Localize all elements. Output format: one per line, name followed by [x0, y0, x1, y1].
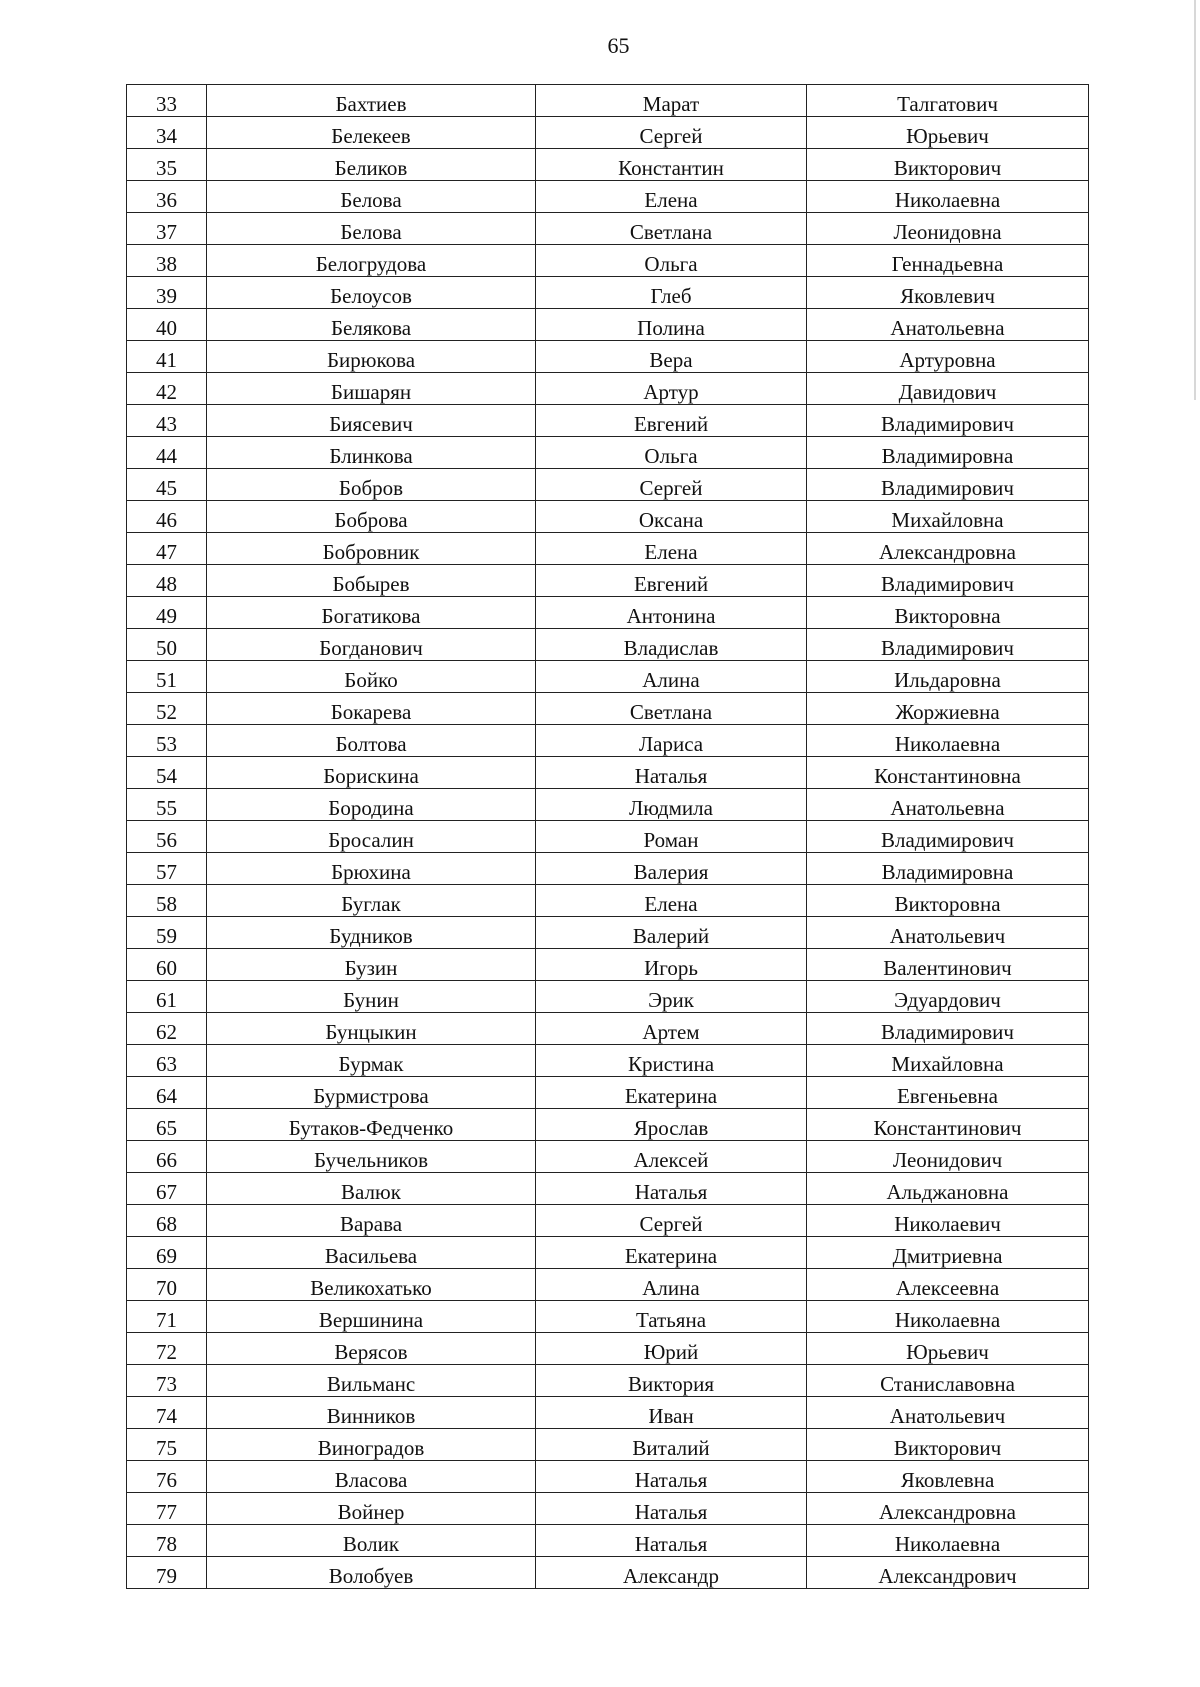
patronymic-cell: Владимирович — [807, 469, 1089, 501]
patronymic-cell: Владимирович — [807, 565, 1089, 597]
patronymic-cell: Константиновна — [807, 757, 1089, 789]
patronymic-cell: Алексеевна — [807, 1269, 1089, 1301]
table-row — [127, 1493, 1089, 1525]
last-name-cell: Бунин — [207, 981, 536, 1013]
patronymic-cell: Николаевна — [807, 725, 1089, 757]
last-name-cell: Верясов — [207, 1333, 536, 1365]
last-name-cell: Бобров — [207, 469, 536, 501]
last-name-cell: Будников — [207, 917, 536, 949]
first-name-cell: Иван — [536, 1397, 807, 1429]
patronymic-cell: Станиславовна — [807, 1365, 1089, 1397]
patronymic-cell: Юрьевич — [807, 1333, 1089, 1365]
table-row — [127, 1525, 1089, 1557]
patronymic-cell: Валентинович — [807, 949, 1089, 981]
patronymic-cell: Юрьевич — [807, 117, 1089, 149]
roster-table-body — [127, 85, 1089, 1589]
patronymic-cell: Яковлевич — [807, 277, 1089, 309]
table-row — [127, 1141, 1089, 1173]
patronymic-cell: Николаевна — [807, 1525, 1089, 1557]
first-name-cell: Виктория — [536, 1365, 807, 1397]
row-number-cell: 73 — [127, 1365, 207, 1397]
first-name-cell: Игорь — [536, 949, 807, 981]
patronymic-cell: Владимирович — [807, 629, 1089, 661]
patronymic-cell: Жоржиевна — [807, 693, 1089, 725]
first-name-cell: Наталья — [536, 1173, 807, 1205]
first-name-cell: Наталья — [536, 1461, 807, 1493]
first-name-cell: Виталий — [536, 1429, 807, 1461]
row-number-cell: 41 — [127, 341, 207, 373]
patronymic-cell: Викторовна — [807, 597, 1089, 629]
last-name-cell: Бунцыкин — [207, 1013, 536, 1045]
last-name-cell: Бурмак — [207, 1045, 536, 1077]
row-number-cell: 66 — [127, 1141, 207, 1173]
first-name-cell: Валерий — [536, 917, 807, 949]
table-row — [127, 757, 1089, 789]
row-number-cell: 58 — [127, 885, 207, 917]
last-name-cell: Вильманс — [207, 1365, 536, 1397]
first-name-cell: Елена — [536, 885, 807, 917]
last-name-cell: Бузин — [207, 949, 536, 981]
table-row — [127, 309, 1089, 341]
patronymic-cell: Леонидовна — [807, 213, 1089, 245]
last-name-cell: Валюк — [207, 1173, 536, 1205]
first-name-cell: Оксана — [536, 501, 807, 533]
table-row — [127, 1557, 1089, 1589]
first-name-cell: Вера — [536, 341, 807, 373]
patronymic-cell: Альджановна — [807, 1173, 1089, 1205]
first-name-cell: Ольга — [536, 245, 807, 277]
first-name-cell: Роман — [536, 821, 807, 853]
table-row — [127, 1109, 1089, 1141]
last-name-cell: Бокарева — [207, 693, 536, 725]
row-number-cell: 64 — [127, 1077, 207, 1109]
last-name-cell: Волик — [207, 1525, 536, 1557]
roster-table — [126, 84, 1089, 1589]
row-number-cell: 56 — [127, 821, 207, 853]
first-name-cell: Артем — [536, 1013, 807, 1045]
row-number-cell: 65 — [127, 1109, 207, 1141]
table-row — [127, 213, 1089, 245]
table-row — [127, 277, 1089, 309]
row-number-cell: 54 — [127, 757, 207, 789]
table-row — [127, 565, 1089, 597]
row-number-cell: 70 — [127, 1269, 207, 1301]
row-number-cell: 63 — [127, 1045, 207, 1077]
row-number-cell: 35 — [127, 149, 207, 181]
last-name-cell: Беликов — [207, 149, 536, 181]
table-row — [127, 981, 1089, 1013]
first-name-cell: Владислав — [536, 629, 807, 661]
last-name-cell: Вершинина — [207, 1301, 536, 1333]
first-name-cell: Екатерина — [536, 1077, 807, 1109]
first-name-cell: Сергей — [536, 469, 807, 501]
table-row — [127, 597, 1089, 629]
last-name-cell: Богданович — [207, 629, 536, 661]
table-row — [127, 629, 1089, 661]
last-name-cell: Болтова — [207, 725, 536, 757]
first-name-cell: Евгений — [536, 405, 807, 437]
first-name-cell: Полина — [536, 309, 807, 341]
row-number-cell: 37 — [127, 213, 207, 245]
first-name-cell: Ольга — [536, 437, 807, 469]
row-number-cell: 50 — [127, 629, 207, 661]
page-number: 65 — [607, 33, 630, 58]
last-name-cell: Винников — [207, 1397, 536, 1429]
first-name-cell: Кристина — [536, 1045, 807, 1077]
last-name-cell: Волобуев — [207, 1557, 536, 1589]
row-number-cell: 48 — [127, 565, 207, 597]
table-row — [127, 917, 1089, 949]
row-number-cell: 52 — [127, 693, 207, 725]
row-number-cell: 79 — [127, 1557, 207, 1589]
last-name-cell: Белова — [207, 181, 536, 213]
table-row — [127, 1045, 1089, 1077]
row-number-cell: 74 — [127, 1397, 207, 1429]
row-number-cell: 76 — [127, 1461, 207, 1493]
patronymic-cell: Михайловна — [807, 1045, 1089, 1077]
last-name-cell: Власова — [207, 1461, 536, 1493]
table-row — [127, 949, 1089, 981]
patronymic-cell: Владимирович — [807, 405, 1089, 437]
first-name-cell: Наталья — [536, 757, 807, 789]
patronymic-cell: Талгатович — [807, 85, 1089, 117]
first-name-cell: Алина — [536, 661, 807, 693]
table-row — [127, 181, 1089, 213]
row-number-cell: 71 — [127, 1301, 207, 1333]
first-name-cell: Марат — [536, 85, 807, 117]
row-number-cell: 69 — [127, 1237, 207, 1269]
table-row — [127, 405, 1089, 437]
table-row — [127, 341, 1089, 373]
patronymic-cell: Александрович — [807, 1557, 1089, 1589]
first-name-cell: Елена — [536, 533, 807, 565]
row-number-cell: 38 — [127, 245, 207, 277]
last-name-cell: Белекеев — [207, 117, 536, 149]
scan-edge-line — [1194, 0, 1196, 400]
table-row — [127, 1365, 1089, 1397]
table-row — [127, 1205, 1089, 1237]
last-name-cell: Бурмистрова — [207, 1077, 536, 1109]
patronymic-cell: Дмитриевна — [807, 1237, 1089, 1269]
table-row — [127, 245, 1089, 277]
table-row — [127, 1237, 1089, 1269]
table-row — [127, 117, 1089, 149]
table-row — [127, 693, 1089, 725]
patronymic-cell: Яковлевна — [807, 1461, 1089, 1493]
row-number-cell: 68 — [127, 1205, 207, 1237]
table-row — [127, 373, 1089, 405]
last-name-cell: Белоусов — [207, 277, 536, 309]
last-name-cell: Бросалин — [207, 821, 536, 853]
table-row — [127, 1173, 1089, 1205]
last-name-cell: Бородина — [207, 789, 536, 821]
row-number-cell: 42 — [127, 373, 207, 405]
row-number-cell: 45 — [127, 469, 207, 501]
patronymic-cell: Артуровна — [807, 341, 1089, 373]
first-name-cell: Артур — [536, 373, 807, 405]
table-row — [127, 1077, 1089, 1109]
row-number-cell: 36 — [127, 181, 207, 213]
table-row — [127, 789, 1089, 821]
last-name-cell: Великохатько — [207, 1269, 536, 1301]
patronymic-cell: Эдуардович — [807, 981, 1089, 1013]
table-row — [127, 85, 1089, 117]
first-name-cell: Сергей — [536, 1205, 807, 1237]
first-name-cell: Юрий — [536, 1333, 807, 1365]
row-number-cell: 53 — [127, 725, 207, 757]
last-name-cell: Белякова — [207, 309, 536, 341]
table-row — [127, 725, 1089, 757]
row-number-cell: 57 — [127, 853, 207, 885]
patronymic-cell: Анатольевна — [807, 789, 1089, 821]
first-name-cell: Сергей — [536, 117, 807, 149]
last-name-cell: Боброва — [207, 501, 536, 533]
patronymic-cell: Николаевич — [807, 1205, 1089, 1237]
row-number-cell: 62 — [127, 1013, 207, 1045]
first-name-cell: Константин — [536, 149, 807, 181]
last-name-cell: Брюхина — [207, 853, 536, 885]
last-name-cell: Бахтиев — [207, 85, 536, 117]
last-name-cell: Бутаков-Федченко — [207, 1109, 536, 1141]
last-name-cell: Войнер — [207, 1493, 536, 1525]
first-name-cell: Алина — [536, 1269, 807, 1301]
row-number-cell: 49 — [127, 597, 207, 629]
patronymic-cell: Александровна — [807, 533, 1089, 565]
patronymic-cell: Николаевна — [807, 181, 1089, 213]
row-number-cell: 72 — [127, 1333, 207, 1365]
patronymic-cell: Владимирович — [807, 821, 1089, 853]
table-row — [127, 501, 1089, 533]
row-number-cell: 61 — [127, 981, 207, 1013]
last-name-cell: Белогрудова — [207, 245, 536, 277]
last-name-cell: Буглак — [207, 885, 536, 917]
last-name-cell: Бойко — [207, 661, 536, 693]
first-name-cell: Алексей — [536, 1141, 807, 1173]
patronymic-cell: Евгеньевна — [807, 1077, 1089, 1109]
first-name-cell: Лариса — [536, 725, 807, 757]
row-number-cell: 39 — [127, 277, 207, 309]
table-row — [127, 1429, 1089, 1461]
last-name-cell: Бучельников — [207, 1141, 536, 1173]
last-name-cell: Васильева — [207, 1237, 536, 1269]
table-row — [127, 1461, 1089, 1493]
table-row — [127, 821, 1089, 853]
patronymic-cell: Николаевна — [807, 1301, 1089, 1333]
first-name-cell: Александр — [536, 1557, 807, 1589]
last-name-cell: Бирюкова — [207, 341, 536, 373]
row-number-cell: 59 — [127, 917, 207, 949]
last-name-cell: Богатикова — [207, 597, 536, 629]
row-number-cell: 67 — [127, 1173, 207, 1205]
row-number-cell: 44 — [127, 437, 207, 469]
row-number-cell: 77 — [127, 1493, 207, 1525]
first-name-cell: Светлана — [536, 693, 807, 725]
first-name-cell: Глеб — [536, 277, 807, 309]
patronymic-cell: Анатольевич — [807, 917, 1089, 949]
patronymic-cell: Владимирович — [807, 1013, 1089, 1045]
table-row — [127, 885, 1089, 917]
row-number-cell: 46 — [127, 501, 207, 533]
patronymic-cell: Геннадьевна — [807, 245, 1089, 277]
row-number-cell: 47 — [127, 533, 207, 565]
last-name-cell: Белова — [207, 213, 536, 245]
first-name-cell: Елена — [536, 181, 807, 213]
row-number-cell: 33 — [127, 85, 207, 117]
table-row — [127, 1333, 1089, 1365]
first-name-cell: Наталья — [536, 1493, 807, 1525]
table-row — [127, 1397, 1089, 1429]
row-number-cell: 75 — [127, 1429, 207, 1461]
patronymic-cell: Владимировна — [807, 853, 1089, 885]
table-row — [127, 1301, 1089, 1333]
first-name-cell: Ярослав — [536, 1109, 807, 1141]
table-row — [127, 853, 1089, 885]
patronymic-cell: Михайловна — [807, 501, 1089, 533]
patronymic-cell: Леонидович — [807, 1141, 1089, 1173]
patronymic-cell: Константинович — [807, 1109, 1089, 1141]
patronymic-cell: Викторович — [807, 1429, 1089, 1461]
patronymic-cell: Давидович — [807, 373, 1089, 405]
table-row — [127, 661, 1089, 693]
patronymic-cell: Викторовна — [807, 885, 1089, 917]
first-name-cell: Татьяна — [536, 1301, 807, 1333]
row-number-cell: 51 — [127, 661, 207, 693]
first-name-cell: Наталья — [536, 1525, 807, 1557]
patronymic-cell: Анатольевна — [807, 309, 1089, 341]
last-name-cell: Бишарян — [207, 373, 536, 405]
table-row — [127, 1013, 1089, 1045]
first-name-cell: Людмила — [536, 789, 807, 821]
row-number-cell: 34 — [127, 117, 207, 149]
table-row — [127, 1269, 1089, 1301]
last-name-cell: Бобровник — [207, 533, 536, 565]
first-name-cell: Антонина — [536, 597, 807, 629]
table-row — [127, 437, 1089, 469]
last-name-cell: Блинкова — [207, 437, 536, 469]
patronymic-cell: Владимировна — [807, 437, 1089, 469]
first-name-cell: Эрик — [536, 981, 807, 1013]
last-name-cell: Биясевич — [207, 405, 536, 437]
first-name-cell: Евгений — [536, 565, 807, 597]
row-number-cell: 43 — [127, 405, 207, 437]
last-name-cell: Борискина — [207, 757, 536, 789]
row-number-cell: 55 — [127, 789, 207, 821]
first-name-cell: Екатерина — [536, 1237, 807, 1269]
first-name-cell: Светлана — [536, 213, 807, 245]
table-row — [127, 533, 1089, 565]
table-row — [127, 149, 1089, 181]
row-number-cell: 78 — [127, 1525, 207, 1557]
patronymic-cell: Александровна — [807, 1493, 1089, 1525]
last-name-cell: Бобырев — [207, 565, 536, 597]
patronymic-cell: Викторович — [807, 149, 1089, 181]
patronymic-cell: Анатольевич — [807, 1397, 1089, 1429]
last-name-cell: Варава — [207, 1205, 536, 1237]
table-row — [127, 469, 1089, 501]
first-name-cell: Валерия — [536, 853, 807, 885]
last-name-cell: Виноградов — [207, 1429, 536, 1461]
row-number-cell: 40 — [127, 309, 207, 341]
patronymic-cell: Ильдаровна — [807, 661, 1089, 693]
row-number-cell: 60 — [127, 949, 207, 981]
